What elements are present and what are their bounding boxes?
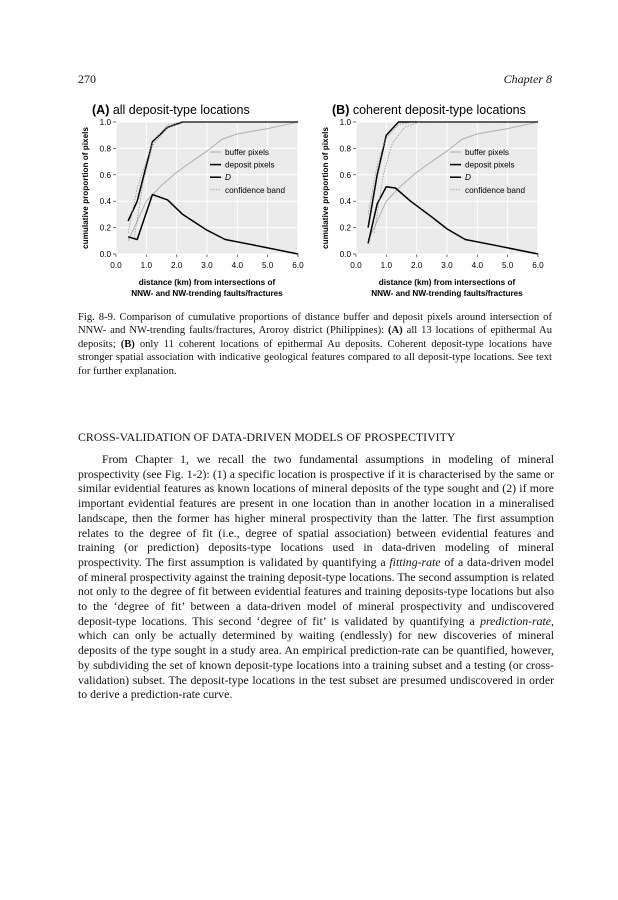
caption-text-1: Comparison of cumulative proportions of distance buffer and deposit pixels around intersection of NNW- and NW-trending faults/fractures, Aroroy district (Philippines): <box>78 312 552 337</box>
paragraph-part-3: , which can only be actually determined by waiting (endlessly) for new discoveries of mineral deposits of the type sought in a study area. An empirical prediction-rate can be quantified, however, by subdividing the set of known deposit-type locations into a training subset and a testing (or cross-validation) subset. The deposit-type locations in the test subset are presumed undiscovered in order to derive a prediction-rate curve. <box>78 613 554 702</box>
x-axis-label-line-2: NNW- and NW-trending faults/fractures <box>371 289 523 298</box>
x-tick-label: 5.0 <box>501 261 514 270</box>
legend-deposit-pixels-label: deposit pixels <box>225 160 275 170</box>
y-tick-label: 0.6 <box>99 170 111 180</box>
x-tick-label: 1.0 <box>380 261 393 270</box>
x-tick-label: 3.0 <box>201 261 213 270</box>
y-tick-label: 0.6 <box>339 170 351 180</box>
legend-d-label: D <box>465 173 471 183</box>
legend-buffer-pixels-label: buffer pixels <box>225 148 269 157</box>
y-tick-label: 1.0 <box>339 118 351 127</box>
x-tick-label: 6.0 <box>292 261 304 270</box>
y-tick-label: 0.4 <box>99 197 111 207</box>
x-axis-label-line-1: distance (km) from intersections of <box>378 278 516 287</box>
y-tick-label: 0.0 <box>339 250 351 259</box>
caption-text-2: all 13 locations of epithermal Au deposits; <box>78 325 553 350</box>
section-heading: CROSS-VALIDATION OF DATA-DRIVEN MODELS OF PROSPECTIVITY <box>78 430 456 444</box>
x-tick-label: 5.0 <box>261 261 274 270</box>
caption-panel-a: (A) <box>388 325 403 337</box>
paragraph-part-2: of a data-driven model of mineral prospectivity against the training deposit-type locations. The second assumption is related not only to the degree of fit between evidential features and training deposits-type locations but also to the ‘degree of fit’ between a data-driven model of mineral prospectivity and undiscovered deposit-type locations. This second ‘degree of fit’ is validated by quantifying a <box>78 554 555 628</box>
figure-caption <box>78 311 552 378</box>
page-number: 270 <box>78 72 96 86</box>
chart-panel-b <box>316 98 552 306</box>
legend-deposit-pixels-label: deposit pixels <box>465 160 515 170</box>
x-axis-label-line-2: NNW- and NW-trending faults/fractures <box>131 289 283 298</box>
x-tick-label: 1.0 <box>140 261 153 270</box>
x-tick-label: 4.0 <box>471 261 484 270</box>
chapter-title: Chapter 8 <box>503 72 552 86</box>
x-axis-label-line-1: distance (km) from intersections of <box>138 278 276 287</box>
y-tick-label: 0.8 <box>99 144 111 154</box>
caption-panel-b: (B) <box>120 338 135 350</box>
x-tick-label: 2.0 <box>170 261 183 270</box>
paragraph-part-1: From Chapter 1, we recall the two fundamental assumptions in modeling of mineral prospectivity (see Fig. 1-2): (1) a specific location is prospective if it is characterised by the same or similar evidential features as known locations of mineral deposits of the type sought and (2) if more important evidential features are present in one location than in another location in a mineralised landscape, then the former has higher mineral prospectivity than the latter. The first assumption relates to the degree of fit (i.e., degree of spatial association) between evidential features and training (or prediction) deposits-type locations used in data-driven modeling of mineral prospectivity. The first assumption is validated by quantifying a <box>78 452 554 569</box>
y-tick-label: 0.8 <box>339 144 351 154</box>
x-tick-label: 3.0 <box>441 261 453 270</box>
x-tick-label: 0.0 <box>110 261 122 270</box>
legend-buffer-pixels-label: buffer pixels <box>465 148 509 157</box>
fitting-rate-term: fitting-rate <box>389 554 441 569</box>
panel-title-text: all deposit-type locations <box>112 103 250 117</box>
panel-letter: (B) <box>332 103 353 117</box>
legend-confidence-band-label: confidence band <box>225 185 286 195</box>
panel-letter: (A) <box>92 103 113 117</box>
legend-confidence-band-label: confidence band <box>465 185 526 195</box>
chart-title <box>332 103 526 117</box>
chart-panel-a <box>76 98 312 306</box>
x-tick-label: 4.0 <box>231 261 244 270</box>
prediction-rate-term: prediction-rate <box>480 613 552 628</box>
legend-d-label: D <box>225 173 231 183</box>
y-tick-label: 0.0 <box>99 250 111 259</box>
x-tick-label: 0.0 <box>350 261 362 270</box>
x-tick-label: 6.0 <box>532 261 544 270</box>
chart-title <box>92 103 250 117</box>
y-tick-label: 1.0 <box>99 118 111 127</box>
y-tick-label: 0.2 <box>339 223 351 233</box>
body-paragraph <box>78 452 554 702</box>
panel-title-text: coherent deposit-type locations <box>352 103 526 117</box>
y-tick-label: 0.2 <box>99 223 111 233</box>
caption-label: Fig. 8-9. <box>78 312 116 323</box>
caption-text-3: only 11 coherent locations of epithermal Au deposits. Coherent deposit-type locations have stronger spatial association with indicative geological features compared to all deposit-type locations. See text for further explanation. <box>78 338 552 377</box>
figure-8-9 <box>76 98 552 306</box>
y-axis-label: cumulative proportion of pixels <box>81 127 90 249</box>
y-tick-label: 0.4 <box>339 197 351 207</box>
x-tick-label: 2.0 <box>410 261 423 270</box>
y-axis-label: cumulative proportion of pixels <box>321 127 330 249</box>
